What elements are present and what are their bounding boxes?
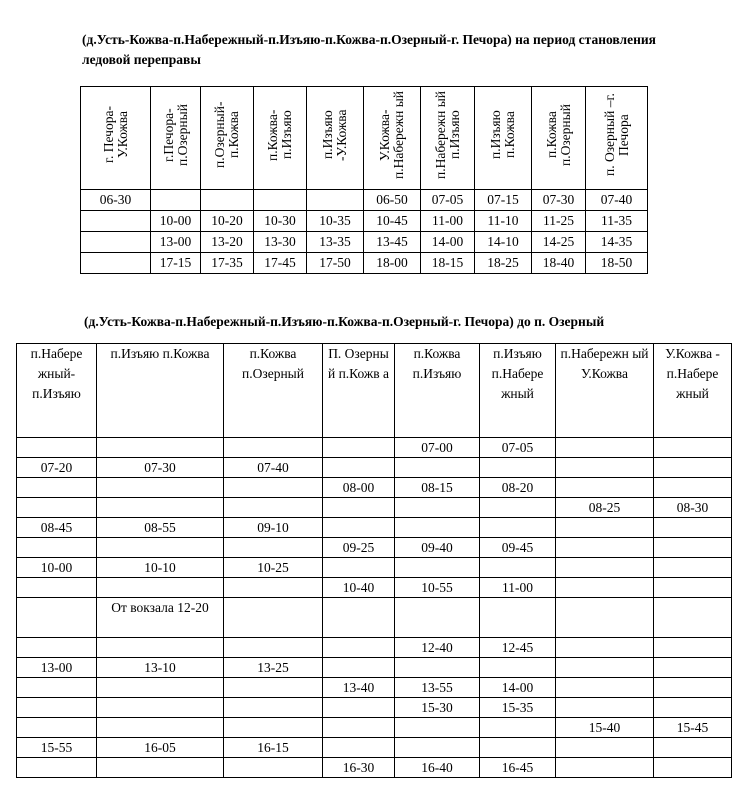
table-cell: [480, 458, 556, 478]
table-cell: 16-45: [480, 758, 556, 778]
table-cell: [323, 518, 395, 538]
table-cell: [97, 698, 224, 718]
table-cell: [556, 438, 654, 458]
table-cell: 08-15: [395, 478, 480, 498]
table-cell: 13-10: [97, 658, 224, 678]
table-header-row: [81, 87, 648, 190]
table-cell: [654, 458, 732, 478]
table-cell: 11-00: [480, 578, 556, 598]
table-cell: [556, 758, 654, 778]
table-row: [17, 538, 732, 558]
table-row: [17, 698, 732, 718]
table-cell: [97, 478, 224, 498]
table-cell: [654, 478, 732, 498]
table-cell: [17, 698, 97, 718]
table-cell: 14-35: [586, 232, 648, 253]
table-cell: [556, 538, 654, 558]
table-cell: [97, 718, 224, 738]
table-cell: [323, 738, 395, 758]
table-cell: 15-30: [395, 698, 480, 718]
table-row: [17, 558, 732, 578]
table-cell: [395, 718, 480, 738]
table-row: [17, 658, 732, 678]
table-cell: 15-35: [480, 698, 556, 718]
table-cell: [224, 578, 323, 598]
column-header-label: п. Озерный –г. Печора: [601, 93, 631, 177]
table-cell: 16-05: [97, 738, 224, 758]
table-row: [17, 478, 732, 498]
table-cell: [654, 538, 732, 558]
table-row: [17, 518, 732, 538]
table-cell: [556, 478, 654, 498]
table-cell: 18-25: [475, 253, 532, 274]
table-row: [17, 738, 732, 758]
table-cell: 10-35: [307, 211, 364, 232]
table-cell: 14-00: [480, 678, 556, 698]
table-cell: 13-00: [151, 232, 201, 253]
table-cell: [654, 518, 732, 538]
table-cell: [97, 438, 224, 458]
table-cell: 14-00: [421, 232, 475, 253]
table-cell: [556, 518, 654, 538]
table-cell: [17, 538, 97, 558]
table-cell: 15-45: [654, 718, 732, 738]
heading-schedule-to-ozerny: (д.Усть-Кожва-п.Набережный-п.Изъяю-п.Кожва-п.Озерный-г. Печора) до п. Озерный: [84, 314, 605, 329]
table-cell: [323, 558, 395, 578]
table-cell: 10-10: [97, 558, 224, 578]
table-cell: 09-10: [224, 518, 323, 538]
column-header-label: п.Кожва-п.Изъяю: [265, 109, 294, 161]
table-cell: [556, 458, 654, 478]
column-header-label: п.Озерный-п.Кожва: [212, 101, 241, 169]
table-cell: 16-15: [224, 738, 323, 758]
table-cell: 18-15: [421, 253, 475, 274]
table-cell: [395, 558, 480, 578]
table-cell: [17, 758, 97, 778]
table-cell: [480, 518, 556, 538]
table-cell: 09-40: [395, 538, 480, 558]
table-cell: [556, 658, 654, 678]
table-row: [81, 211, 648, 232]
column-header-label: п.Изъяю п.Кожва: [488, 110, 517, 160]
table-cell: [323, 698, 395, 718]
table-cell: 06-50: [364, 190, 421, 211]
table-row: [17, 638, 732, 658]
table-row: [17, 498, 732, 518]
table-cell: 07-15: [475, 190, 532, 211]
table-cell: 07-30: [532, 190, 586, 211]
table-cell: [556, 738, 654, 758]
table-cell: 08-25: [556, 498, 654, 518]
table-cell: 12-40: [395, 638, 480, 658]
table-cell: [654, 738, 732, 758]
table-cell: 11-35: [586, 211, 648, 232]
column-header: [364, 87, 421, 190]
table-cell: [224, 438, 323, 458]
table-cell: [395, 658, 480, 678]
table-row: [17, 578, 732, 598]
table-cell: [323, 718, 395, 738]
table-cell: [224, 758, 323, 778]
column-header: п.Набережн ый У.Кожва: [556, 344, 654, 438]
table-cell: [654, 758, 732, 778]
column-header: У.Кожва - п.Набере жный: [654, 344, 732, 438]
table-cell: [224, 678, 323, 698]
table-cell: 10-25: [224, 558, 323, 578]
table-cell: 08-30: [654, 498, 732, 518]
table-cell: [323, 658, 395, 678]
table-cell: [81, 211, 151, 232]
table-cell: [97, 678, 224, 698]
table-cell: [224, 698, 323, 718]
table-cell: 10-30: [254, 211, 307, 232]
table-cell: [395, 598, 480, 638]
table-cell: [654, 578, 732, 598]
table-cell: [654, 598, 732, 638]
table-cell: [323, 498, 395, 518]
table-cell: 16-40: [395, 758, 480, 778]
table-cell: [97, 498, 224, 518]
schedule-table-ice-crossing: [80, 86, 648, 274]
table-cell: [17, 478, 97, 498]
table-cell: 16-30: [323, 758, 395, 778]
column-header: [254, 87, 307, 190]
table-cell: [556, 638, 654, 658]
table-cell: [323, 638, 395, 658]
table-row: [17, 438, 732, 458]
table-cell: [81, 253, 151, 274]
table-row: [17, 758, 732, 778]
table-cell: 07-40: [586, 190, 648, 211]
table-cell: 17-45: [254, 253, 307, 274]
table-cell: 10-40: [323, 578, 395, 598]
table-cell: [654, 438, 732, 458]
column-header-label: г. Печора-У.Кожва: [100, 106, 130, 164]
table-cell: 17-50: [307, 253, 364, 274]
table-cell: 13-25: [224, 658, 323, 678]
table-cell: 07-05: [421, 190, 475, 211]
table-header-row: [17, 344, 732, 438]
column-header: п.Набере жный-п.Изъяю: [17, 344, 97, 438]
table-cell: 10-00: [17, 558, 97, 578]
table-cell: 13-40: [323, 678, 395, 698]
column-header-label: г.Печора-п.Озерный: [160, 104, 190, 166]
table-cell: [224, 638, 323, 658]
table-cell: 15-40: [556, 718, 654, 738]
table-cell: 11-00: [421, 211, 475, 232]
column-header: п.Изъяю п.Кожва: [97, 344, 224, 438]
table-cell: 13-35: [307, 232, 364, 253]
heading-schedule-ice-crossing: (д.Усть-Кожва-п.Набережный-п.Изъяю-п.Кожва-п.Озерный-г. Печора) на период становления ледовой переправы: [82, 32, 656, 67]
table-cell: [97, 638, 224, 658]
table-cell: 13-30: [254, 232, 307, 253]
table-row: [81, 253, 648, 274]
table-cell: [654, 678, 732, 698]
table-cell: 10-45: [364, 211, 421, 232]
table-cell: [224, 718, 323, 738]
table-cell: 14-10: [475, 232, 532, 253]
column-header: [475, 87, 532, 190]
table-cell: [395, 518, 480, 538]
table-row: [17, 678, 732, 698]
table-cell: 10-55: [395, 578, 480, 598]
table-cell: 07-00: [395, 438, 480, 458]
table-cell: [654, 638, 732, 658]
table-cell: 09-45: [480, 538, 556, 558]
table-cell: [654, 558, 732, 578]
table-cell: 12-45: [480, 638, 556, 658]
table-cell: [97, 758, 224, 778]
table-cell: [97, 578, 224, 598]
table-cell: 14-25: [532, 232, 586, 253]
table-cell: [556, 598, 654, 638]
table-cell: 07-20: [17, 458, 97, 478]
table-cell: [224, 478, 323, 498]
column-header: п.Кожва п.Изъяю: [395, 344, 480, 438]
table-cell: [17, 638, 97, 658]
table-cell: 13-45: [364, 232, 421, 253]
table-cell: [395, 498, 480, 518]
column-header: [151, 87, 201, 190]
table-cell: 11-10: [475, 211, 532, 232]
table-cell: 10-00: [151, 211, 201, 232]
table-cell: [323, 598, 395, 638]
table-cell: 18-50: [586, 253, 648, 274]
column-header: П. Озерны й п.Кожв а: [323, 344, 395, 438]
table-cell: 08-45: [17, 518, 97, 538]
column-header: [201, 87, 254, 190]
table-cell: [654, 658, 732, 678]
table-cell: 06-30: [81, 190, 151, 211]
table-cell: 17-15: [151, 253, 201, 274]
column-header-label: п.Кожва п.Озерный: [543, 104, 573, 166]
table-cell: 17-35: [201, 253, 254, 274]
table-cell: [556, 578, 654, 598]
table-cell: [17, 438, 97, 458]
table-cell: [556, 698, 654, 718]
table-cell: [201, 190, 254, 211]
table-cell: [480, 738, 556, 758]
table-cell: [81, 232, 151, 253]
table-cell: 07-05: [480, 438, 556, 458]
table-cell: [480, 498, 556, 518]
table-cell: От вокзала 12-20: [97, 598, 224, 638]
column-header: [307, 87, 364, 190]
table-cell: 13-20: [201, 232, 254, 253]
table-row: [17, 718, 732, 738]
table-cell: [307, 190, 364, 211]
table-row: [81, 190, 648, 211]
table-cell: 08-00: [323, 478, 395, 498]
column-header-label: п.Набережн ый п.Изъяю: [432, 91, 462, 179]
table-cell: [654, 698, 732, 718]
column-header: [421, 87, 475, 190]
table-cell: 18-40: [532, 253, 586, 274]
table-cell: [556, 678, 654, 698]
table-cell: [17, 718, 97, 738]
table-cell: [17, 578, 97, 598]
table-cell: 13-00: [17, 658, 97, 678]
table-row: [17, 598, 732, 638]
column-header: [81, 87, 151, 190]
table-cell: [224, 538, 323, 558]
column-header: [532, 87, 586, 190]
table-cell: [395, 738, 480, 758]
table-cell: [323, 458, 395, 478]
table-cell: 10-20: [201, 211, 254, 232]
table-cell: [480, 598, 556, 638]
table-cell: 09-25: [323, 538, 395, 558]
table-cell: 08-20: [480, 478, 556, 498]
table-row: [81, 232, 648, 253]
table-cell: [480, 558, 556, 578]
schedule-table-to-ozerny: [16, 343, 732, 778]
table-cell: 13-55: [395, 678, 480, 698]
table-cell: [151, 190, 201, 211]
table-cell: 07-30: [97, 458, 224, 478]
column-header-label: У.Кожва-п.Набережн ый: [377, 91, 406, 179]
table-cell: [480, 658, 556, 678]
table-cell: [17, 678, 97, 698]
table-cell: [97, 538, 224, 558]
column-header: п.Кожва п.Озерный: [224, 344, 323, 438]
table-cell: 11-25: [532, 211, 586, 232]
table-cell: 07-40: [224, 458, 323, 478]
table-cell: 18-00: [364, 253, 421, 274]
table-cell: [254, 190, 307, 211]
table-cell: [17, 498, 97, 518]
table-row: [17, 458, 732, 478]
table-cell: 08-55: [97, 518, 224, 538]
table-cell: [17, 598, 97, 638]
table-cell: 15-55: [17, 738, 97, 758]
column-header-label: п.Изъяю -У.Кожва: [320, 109, 349, 161]
column-header: [586, 87, 648, 190]
table-cell: [556, 558, 654, 578]
table-cell: [224, 498, 323, 518]
column-header: п.Изъяю п.Набере жный: [480, 344, 556, 438]
table-cell: [224, 598, 323, 638]
table-cell: [395, 458, 480, 478]
table-cell: [480, 718, 556, 738]
table-cell: [323, 438, 395, 458]
